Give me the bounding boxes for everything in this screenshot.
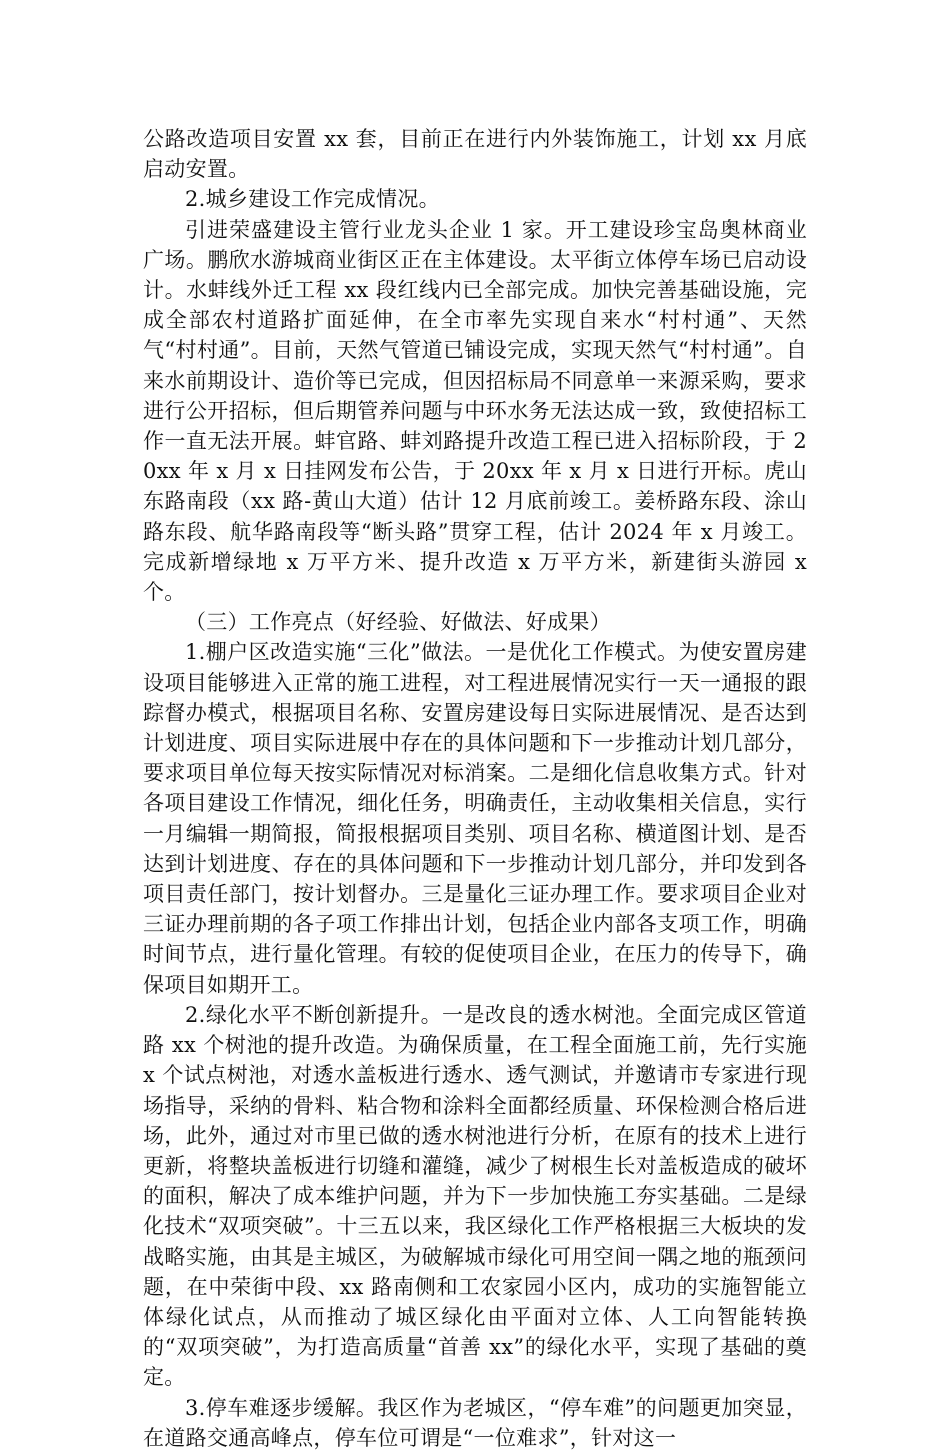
document-body <box>143 124 807 1453</box>
paragraph-5: 1.棚户区改造实施“三化”做法。一是优化工作模式。为使安置房建设项目能够进入正常的施工进程，对工程进展情况实行一天一通报的跟踪督办模式，根据项目名称、安置房建设每日实际进展情况、是否达到计划进度、项目实际进展中存在的具体问题和下一步推动计划几部分，要求项目单位每天按实际情况对标消案。二是细化信息收集方式。针对各项目建设工作情况，细化任务，明确责任，主动收集相关信息，实行一月编辑一期简报，简报根据项目类别、项目名称、横道图计划、是否达到计划进度、存在的具体问题和下一步推动计划几部分，并印发到各项目责任部门，按计划督办。三是量化三证办理工作。要求项目企业对三证办理前期的各子项工作排出计划，包括企业内部各支项工作，明确时间节点，进行量化管理。有较的促使项目企业，在压力的传导下，确保项目如期开工。 <box>143 640 807 997</box>
paragraph-2: 2.城乡建设工作完成情况。 <box>185 187 440 212</box>
paragraph-1: 公路改造项目安置 xx 套，目前正在进行内外装饰施工，计划 xx 月底启动安置。 <box>143 127 807 182</box>
paragraph-4-heading: （三）工作亮点（好经验、好做法、好成果） <box>185 610 611 635</box>
paragraph-7: 3.停车难逐步缓解。我区作为老城区，“停车难”的问题更加突显，在道路交通高峰点，停车位可谓是“一位难求”，针对这一 <box>143 1395 807 1450</box>
paragraph-6: 2.绿化水平不断创新提升。一是改良的透水树池。全面完成区管道路 xx 个树池的提升改造。为确保质量，在工程全面施工前，先行实施 x 个试点树池，对透水盖板进行透水、透气测试，并邀请市专家进行现场指导，采纳的骨料、粘合物和涂料全面都经质量、环保检测合格后进场，此外，通过对市里已做的透水树池进行分析，在原有的技术上进行更新，将整块盖板进行切缝和灌缝，减少了树根生长对盖板造成的破坏的面积，解决了成本维护问题，并为下一步加快施工夯实基础。二是绿化技术“双项突破”。十三五以来，我区绿化工作严格根据三大板块的发战略实施，由其是主城区，为破解城市绿化可用空间一隅之地的瓶颈问题，在中荣街中段、xx 路南侧和工农家园小区内，成功的实施智能立体绿化试点，从而推动了城区绿化由平面对立体、人工向智能转换的“双项突破”，为打造高质量“首善 xx”的绿化水平，实现了基础的奠定。 <box>143 1002 807 1390</box>
paragraph-3: 引进荣盛建设主管行业龙头企业 1 家。开工建设珍宝岛奥林商业广场。鹏欣水游城商业街区正在主体建设。太平街立体停车场已启动设计。水蚌线外迁工程 xx 段红线内已全部完成。加快完善基础设施，完成全部农村道路扩面延伸，在全市率先实现自来水“村村通”、天然气“村村通”。目前，天然气管道已铺设完成，实现天然气“村村通”。自来水前期设计、造价等已完成，但因招标局不同意单一来源采购，要求进行公开招标，但后期管养问题与中环水务无法达成一致，致使招标工作一直无法开展。蚌官路、蚌刘路提升改造工程已进入招标阶段，于 20xx 年 x 月 x 日挂网发布公告，于 20xx 年 x 月 x 日进行开标。虎山东路南段（xx 路-黄山大道）估计 12 月底前竣工。姜桥路东段、涂山路东段、航华路南段等“断头路”贯穿工程，估计 2024 年 x 月竣工。完成新增绿地 x 万平方米、提升改造 x 万平方米，新建街头游园 x 个。 <box>143 217 807 605</box>
